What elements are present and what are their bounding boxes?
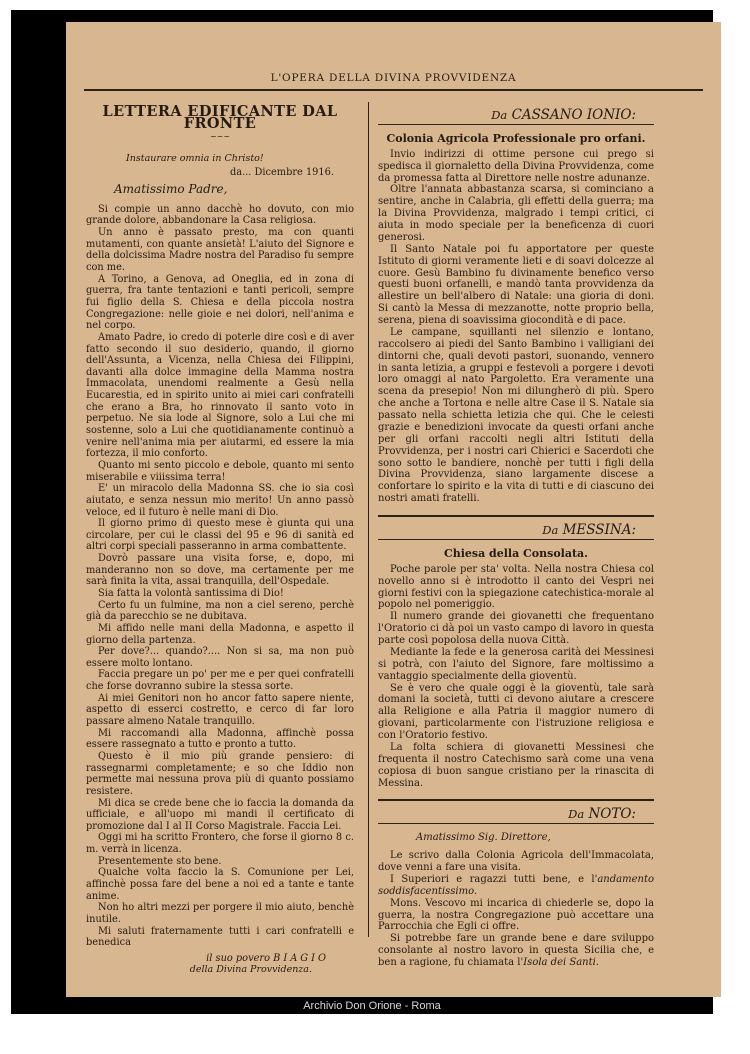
newspaper-page	[66, 22, 721, 997]
paragraph: Il numero grande dei giovanetti che frequentano l'Oratorio ci dà poi un vasto campo di lavoro in questa parte così popolosa della nuova Città.	[378, 611, 654, 646]
title-ornament: ~~~	[209, 132, 231, 142]
dateline: da... Dicembre 1916.	[229, 166, 334, 178]
heading-place: CASSANO IONIO:	[511, 107, 636, 123]
left-column	[86, 103, 354, 976]
paragraph: Ai miei Genitori non ho ancor fatto sapere niente, aspetto di esserci costretto, e cerco di far loro passare almeno Natale tranquillo.	[86, 692, 354, 728]
heading-da: Da	[568, 807, 585, 822]
scan-frame	[11, 10, 713, 1014]
running-title: L'OPERA DELLA DIVINA PROVVIDENZA	[270, 72, 517, 84]
paragraph: Mi saluti fraternamente tutti i cari confratelli e benedica	[86, 925, 354, 949]
section-heading-noto	[378, 799, 654, 824]
messina-title: Chiesa della Consolata.	[443, 546, 589, 560]
top-rule	[84, 89, 703, 91]
column-divider	[368, 102, 369, 937]
article-title: LETTERA EDIFICANTE DAL FRONTE	[102, 103, 338, 132]
paragraph	[378, 874, 654, 898]
italic-run: Isola dei Santi.	[523, 957, 600, 968]
signature-name: BIAGIO	[273, 952, 329, 964]
text-run: Si potrebbe fare un grande bene e dare sviluppo consolante al nostro lavoro in questa Sicilia che, e ben a ragione, fu chiamata l'	[378, 933, 654, 968]
heading-place: NOTO:	[588, 806, 636, 823]
paragraph: Quanto mi sento piccolo e debole, quanto mi sento miserabile e viiissima terra!	[86, 459, 354, 483]
paragraph: Se è vero che quale oggi è la gioventù, tale sarà domani la società, tutti ci devono aiutare a crescere alla Religione e alla Patria il maggior numero di giovani, particolarmente con l'istruzione religiosa e con l'Oratorio festivo.	[378, 682, 654, 741]
paragraph: Mi raccomandi alla Madonna, affinchè possa essere rassegnato a tutto e pronto a tutto.	[86, 727, 354, 751]
paragraph: Mi affido nelle mani della Madonna, e aspetto il giorno della partenza.	[86, 622, 354, 646]
paragraph: Certo fu un fulmine, ma non a ciel sereno, perchè già da parecchio se ne dubitava.	[86, 599, 354, 623]
paragraph: Oggi mi ha scritto Frontero, che forse il giorno 8 c. m. verrà in licenza.	[86, 832, 354, 856]
paragraph: E' un miracolo della Madonna SS. che io sia così aiutato, e senza nessun mio merito! Un anno passò veloce, ed il futuro è nelle mani di Dio.	[86, 483, 354, 518]
paragraph: Il Santo Natale poi fu apportatore per queste Istituto di giorni veramente lieti e di soavi dolcezze al cuore. Gesù Bambino fu divinamente benefico verso questi buoni orfanelli, e mandò tanta provvidenza da allestire un bell'albero di Natale: una gioria di doni. Si cantò la Messa di mezzanotte, notte proprio bella, serena, piena di soavissima giocondità e di pace.	[378, 243, 654, 326]
paragraph: Non ho altri mezzi per porgere il mio aiuto, benchè inutile.	[86, 902, 354, 925]
signature	[86, 953, 354, 965]
cassano-title: Colonia Agricola Professionale pro orfani.	[386, 131, 646, 145]
paragraph: A Torino, a Genova, ad Oneglia, ed in zona di guerra, fra tante tentazioni e tanti pericoli, sempre fui figlio della S. Chiesa e della piccola nostra Congregazione: nelle gioie e nei dolori, nell'anima e nel corpo.	[86, 273, 354, 332]
paragraph: Mons. Vescovo mi incarica di chiederle se, dopo la guerra, la nostra Congregazione può accettare una Parrocchia che Egli ci offre.	[378, 897, 654, 933]
paragraph: Mi dica se crede bene che io faccia la domanda da ufficiale, e all'uopo mi mandi il certificato di promozione dal I al II Corso Magistrale. Faccia Lei.	[86, 797, 354, 832]
paragraph: Per dove?... quando?.... Non si sa, ma non può essere molto lontano.	[86, 646, 354, 669]
heading-place: MESSINA:	[562, 522, 636, 538]
paragraph: Mediante la fede e la generosa carità dei Messinesi si potrà, con l'aiuto del Signore, fare moltissimo a vantaggio specialmente della gioventù.	[378, 646, 654, 682]
signature-prefix: il suo povero	[206, 952, 270, 964]
letter-salutation: Amatissimo Padre,	[114, 182, 228, 197]
epigraph: Instaurare omnia in Christo!	[126, 152, 264, 164]
paragraph: Si compie un anno dacchè ho dovuto, con mio grande dolore, abbandonare la Casa religiosa.	[86, 203, 354, 227]
text-run: I Superiori e ragazzi tutti bene, e l'	[390, 873, 598, 885]
paragraph: Il giorno primo di questo mese è giunta qui una circolare, per cui le classi del 95 e 96 di sanità ed altri corpi speciali passeranno in arma combattente.	[86, 518, 354, 553]
section-heading-cassano	[378, 106, 654, 125]
paragraph: La folta schiera di giovanetti Messinesi che frequenta il nostro Catechismo sarà come una vena copiosa di buon sangue cristiano per la rinascita di Messina.	[378, 741, 654, 789]
paragraph: Le campane, squillanti nel silenzio e lontano, raccolsero ai piedi del Santo Bambino i valligiani dei dintorni che, quali devoti pastori, suonando, vennero in santa letizia, a gruppi e festevoli a porgere i devoti loro omaggi al nato Pargoletto. Era veramente una scena da presepio! Non mi dilungherò di più. Spero che anche a Tortona e nelle altre Case il S. Natale sia passato nella schietta letizia che qui. Che le celesti grazie e benedizioni invocate da questi orfani anche per gli orfani raccolti negli altri Istituti della Provvidenza, per i nostri cari Chierici e Sacerdoti che sono sotto le bandiere, nonchè per tutti i figli della Divina Provvidenza, siano largamente discese a confortare lo spirito e la vita di tutti e di ciascuno dei nostri amati fratelli.	[378, 326, 654, 505]
paragraph: Qualche volta faccio la S. Comunione per Lei, affinchè possa fare del bene a noi ed a tante e tante anime.	[86, 867, 354, 902]
paragraph: Presentemente sto bene.	[98, 855, 222, 867]
paragraph: Le scrivo dalla Colonia Agricola dell'Immacolata, dove venni a fare una visita.	[378, 850, 654, 873]
italic-run: andamento soddisfacentissimo.	[378, 873, 654, 897]
paragraph: Amato Padre, io credo di poterle dire così e di aver fatto secondo il suo desiderio, quando, il giorno dell'Assunta, a Vicenza, nella Chiesa dei Filippini, davanti alla dolce immagine della Mamma nostra Immacolata, unendomi realmente a Gesù nella Eucarestia, ed in spirito unito ai miei cari confratelli che erano a Bra, ho rinnovato il santo voto in perpetuo. Ne sia lode al Signore, solo a Lui che mi sostenne, solo a Lui che quotidianamente continuò a venire nell'anima mia per aiutarmi, ed essere la mia fortezza, il mio conforto.	[86, 331, 354, 460]
archive-caption: Archivio Don Orione - Roma	[303, 1000, 441, 1012]
section-heading-messina	[378, 515, 654, 540]
paragraph: Invio indirizzi di ottime persone cui prego si spedisca il giornaletto della Divina Provvidenza, come da promessa fatta al Direttore nelle nostre adunanze.	[378, 148, 654, 184]
paragraph: Poche parole per sta' volta. Nella nostra Chiesa col novello anno si è introdotto il canto dei Vespri nei giorni festivi con la spiegazione catechistica-morale al popolo nel pomeriggio.	[378, 563, 654, 611]
paragraph: Un anno è passato presto, ma con quanti mutamenti, con quante ansietà! L'aiuto del Signore e della dolcissima Madre nostra del Paradiso fu sempre con me.	[86, 227, 354, 274]
signature-affiliation: della Divina Provvidenza.	[189, 964, 312, 976]
paragraph	[378, 933, 654, 969]
paragraph: Questo è il mio più grande pensiero: di rassegnarmi completamente; e so che Iddio non permette mai nessuna prova più di quanto possiamo resistere.	[86, 750, 354, 797]
heading-da: Da	[542, 523, 559, 537]
heading-da: Da	[491, 108, 508, 122]
letter-body	[86, 204, 354, 949]
noto-salutation: Amatissimo Sig. Direttore,	[416, 832, 551, 844]
paragraph: Sia fatta la volontà santissima di Dio!	[98, 587, 284, 599]
paragraph: Faccia pregare un po' per me e per quei confratelli che forse dovranno subire la stessa sorte.	[86, 669, 354, 693]
right-column	[378, 106, 654, 969]
paragraph: Dovrò passare una visita forse, e, dopo, mi manderanno non so dove, ma certamente per me sarà finita la vita, assai tranquilla, dell'Ospedale.	[86, 553, 354, 588]
paragraph: Oltre l'annata abbastanza scarsa, si cominciano a sentire, anche in Calabria, gli effetti della guerra; ma la Divina Provvidenza, malgrado i tempi critici, ci aiuta in modo speciale per la beneficenza di cuori generosi.	[378, 184, 654, 243]
